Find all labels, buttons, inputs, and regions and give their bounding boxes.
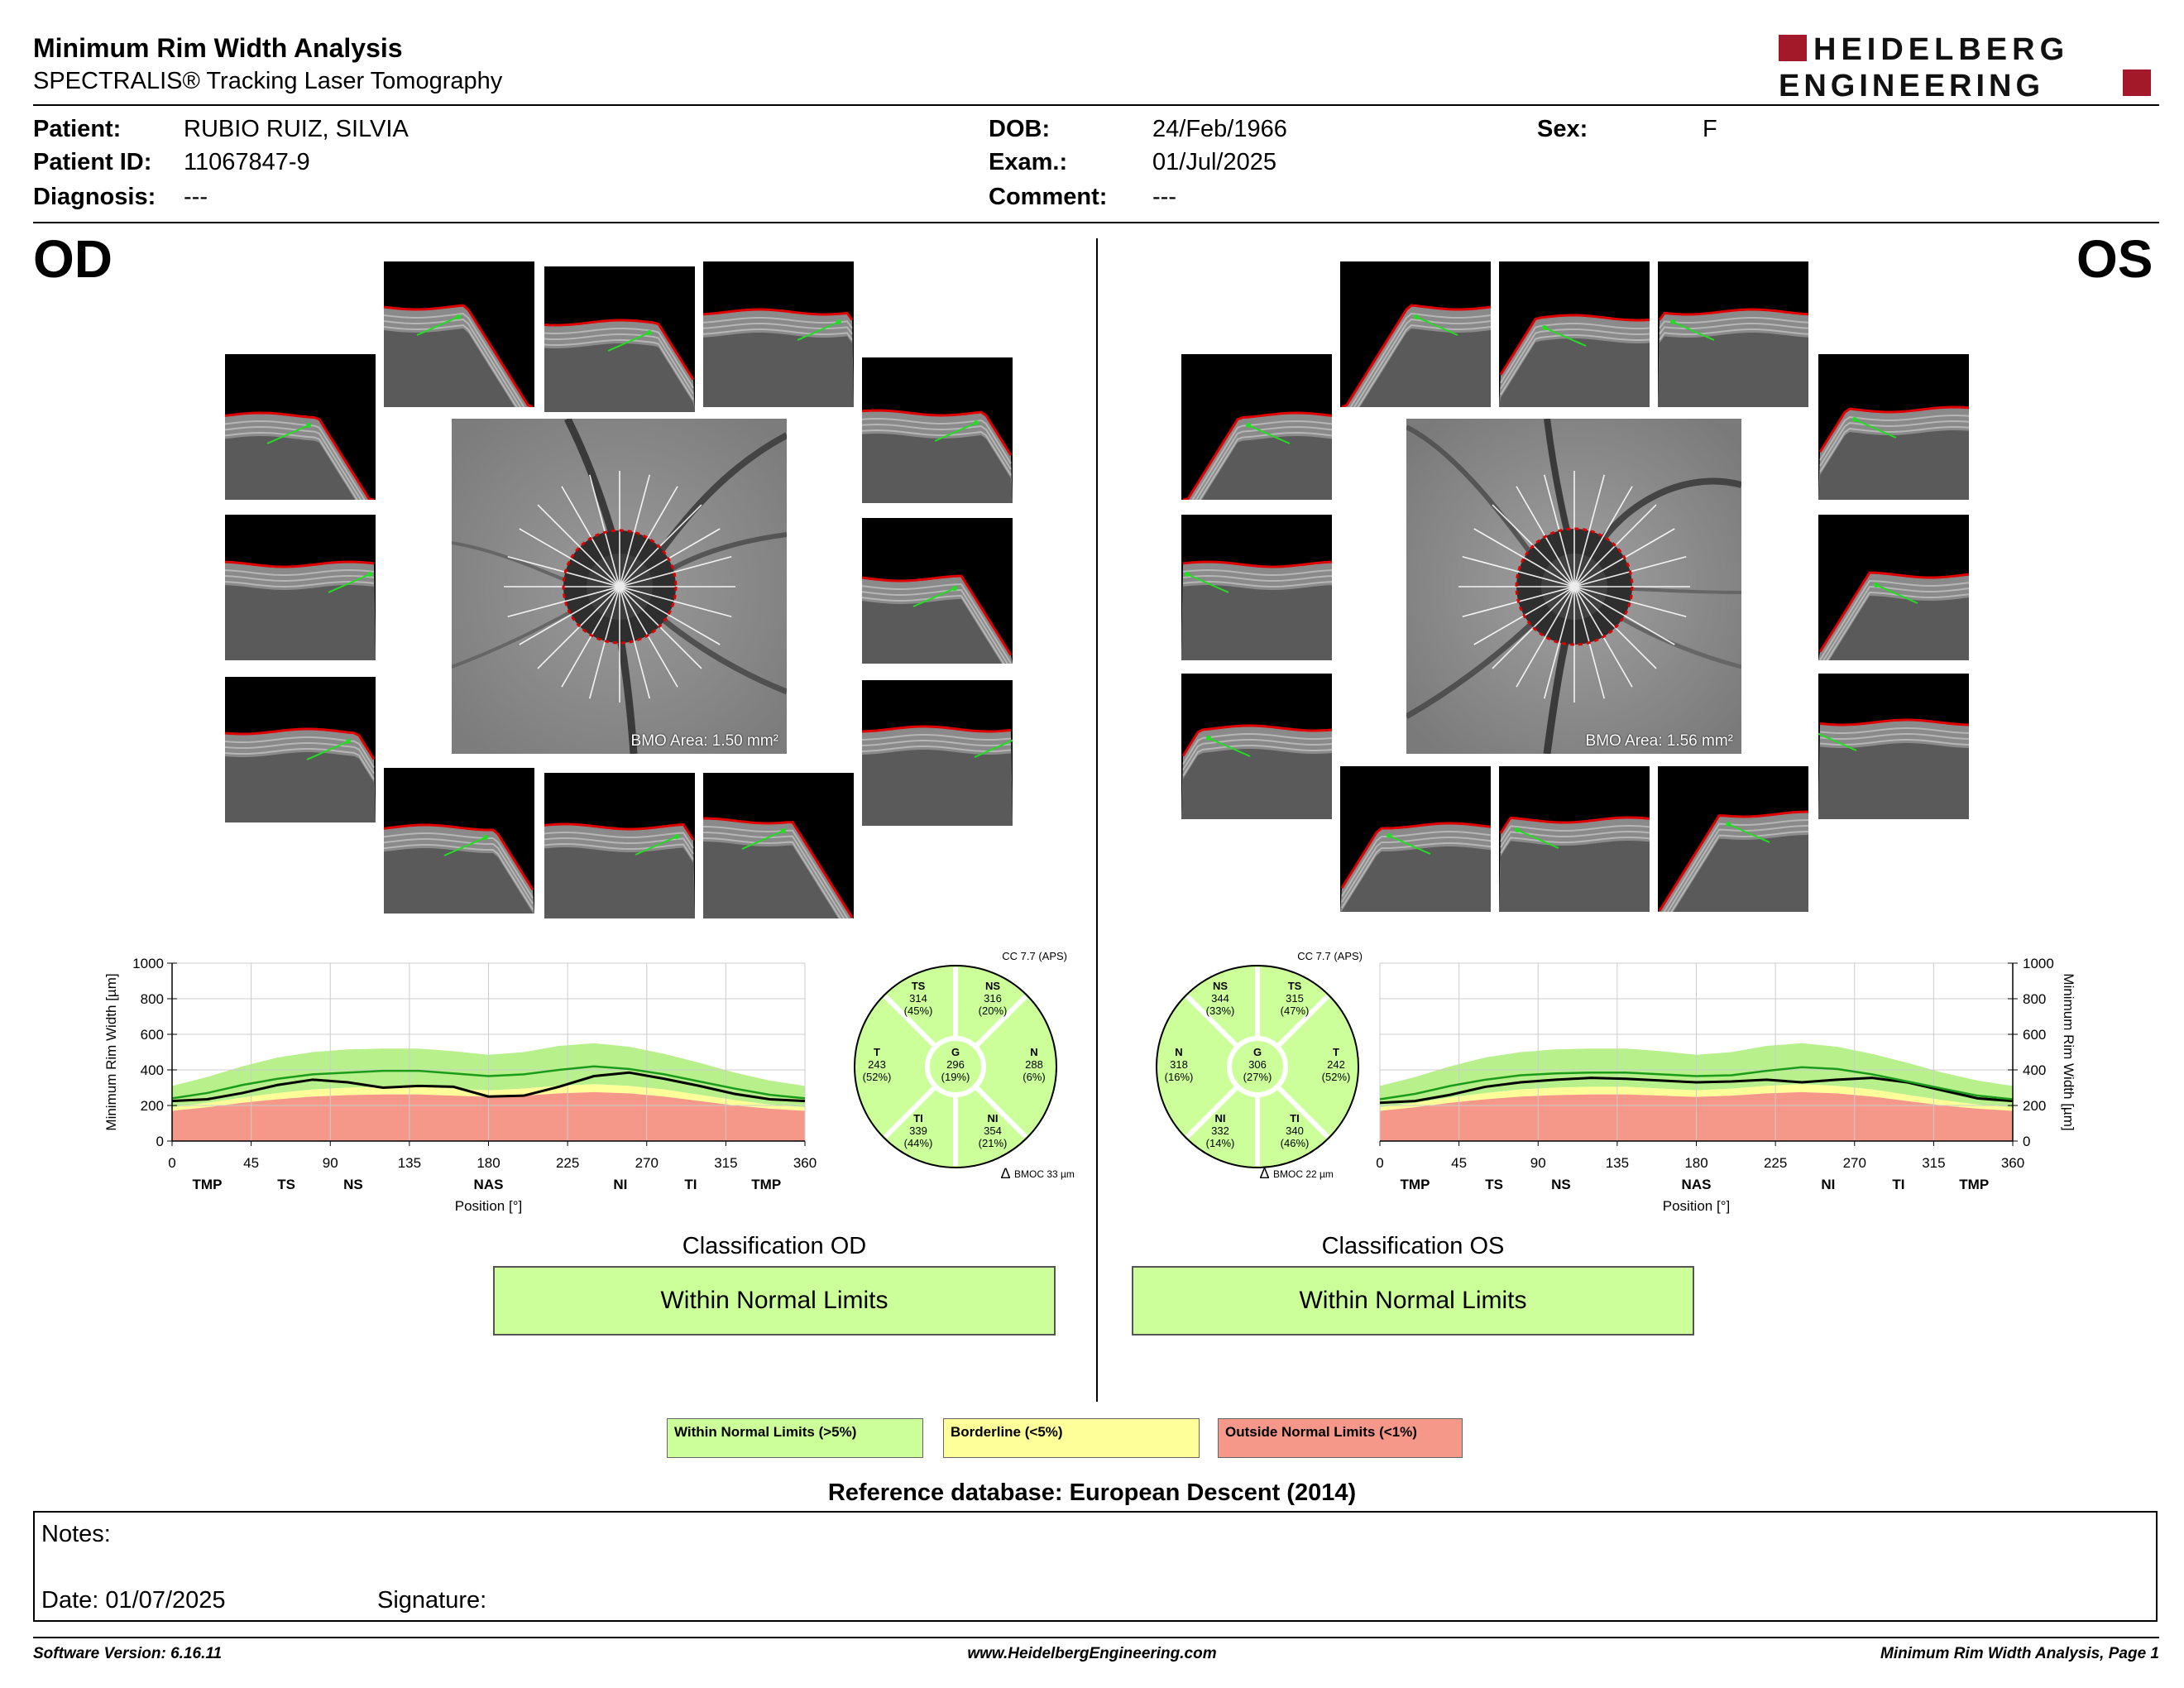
eye-divider xyxy=(1096,238,1098,1402)
sex-label: Sex: xyxy=(1537,116,1588,142)
oct-scan-thumbnail xyxy=(384,768,534,914)
classification-od-label: Classification OD xyxy=(682,1233,867,1259)
patient-value: RUBIO RUIZ, SILVIA xyxy=(184,116,409,142)
eye-label-od: OD xyxy=(33,229,113,289)
sector-position-label: NAS xyxy=(473,1177,504,1192)
sector-value: 332 xyxy=(1211,1125,1229,1137)
x-tick-label: 225 xyxy=(555,1155,580,1171)
oct-scan-thumbnail xyxy=(1181,354,1332,500)
notes-box xyxy=(33,1511,2158,1622)
sector-percentile: (27%) xyxy=(1243,1071,1272,1083)
x-tick-label: 360 xyxy=(2000,1155,2025,1171)
x-tick-label: 90 xyxy=(1530,1155,1546,1171)
y-tick-label: 0 xyxy=(156,1134,164,1149)
oct-scan-thumbnail xyxy=(225,677,376,822)
sector-percentile: (16%) xyxy=(1164,1071,1194,1083)
x-tick-label: 270 xyxy=(1842,1155,1866,1171)
classification-os-label: Classification OS xyxy=(1321,1233,1505,1259)
sector-value: 314 xyxy=(909,992,927,1005)
sector-value: 318 xyxy=(1170,1058,1188,1071)
sector-name: T xyxy=(1333,1046,1339,1058)
legend-wnl: Within Normal Limits (>5%) xyxy=(667,1418,923,1458)
bmoc-label: BMOC 22 µm xyxy=(1273,1168,1334,1180)
patient-label: Patient: xyxy=(33,116,122,142)
sector-value: 288 xyxy=(1025,1058,1043,1071)
x-tick-label: 135 xyxy=(397,1155,422,1171)
sector-position-label: NS xyxy=(343,1177,363,1192)
legend-onl: Outside Normal Limits (<1%) xyxy=(1218,1418,1463,1458)
comment-label: Comment: xyxy=(989,184,1108,210)
oct-scan-thumbnail xyxy=(544,773,695,918)
x-axis-title: Position [°] xyxy=(454,1198,523,1214)
sector-value: 344 xyxy=(1211,992,1229,1005)
x-tick-label: 90 xyxy=(322,1155,338,1171)
website: www.HeidelbergEngineering.com xyxy=(967,1645,1217,1662)
delta-icon: ∆ xyxy=(1260,1165,1270,1182)
y-tick-label: 800 xyxy=(2023,991,2047,1007)
oct-scan-thumbnail xyxy=(703,773,854,918)
y-tick-label: 200 xyxy=(2023,1098,2047,1114)
oct-scan-thumbnail xyxy=(1340,261,1491,407)
y-tick-label: 1000 xyxy=(132,956,164,971)
exam-value: 01/Jul/2025 xyxy=(1152,149,1276,175)
sector-value: 339 xyxy=(909,1125,927,1137)
sector-percentile: (52%) xyxy=(862,1071,892,1083)
signature-label: Signature: xyxy=(377,1587,487,1614)
sector-value: 340 xyxy=(1286,1125,1304,1137)
reference-database: Reference database: European Descent (2014) xyxy=(827,1479,1357,1506)
x-tick-label: 0 xyxy=(168,1155,176,1171)
sector-name: N xyxy=(1030,1046,1038,1058)
svg-text:ENGINEERING: ENGINEERING xyxy=(1779,69,2045,101)
sector-percentile: (20%) xyxy=(978,1005,1008,1017)
y-tick-label: 0 xyxy=(2023,1134,2031,1149)
oct-scan-thumbnail xyxy=(384,261,534,407)
sector-percentile: (19%) xyxy=(941,1071,970,1083)
oct-scan-thumbnail xyxy=(1340,766,1491,912)
sector-percentile: (45%) xyxy=(903,1005,933,1017)
x-tick-label: 315 xyxy=(714,1155,738,1171)
heidelberg-logo xyxy=(1779,31,2158,101)
report-subtitle: SPECTRALIS® Tracking Laser Tomography xyxy=(33,68,503,94)
sector-percentile: (14%) xyxy=(1205,1137,1235,1149)
sector-position-label: TMP xyxy=(751,1177,782,1192)
sector-name: NI xyxy=(987,1112,999,1125)
sector-position-label: TI xyxy=(684,1177,697,1192)
x-tick-label: 270 xyxy=(635,1155,659,1171)
sector-percentile: (46%) xyxy=(1280,1137,1310,1149)
classification-od-result: Within Normal Limits xyxy=(493,1266,1056,1336)
oct-scan-thumbnail xyxy=(862,680,1013,826)
sector-name: TI xyxy=(913,1112,923,1125)
sector-value: 315 xyxy=(1286,992,1304,1005)
oct-scan-thumbnail xyxy=(1658,766,1808,912)
delta-icon: ∆ xyxy=(1001,1165,1011,1182)
y-axis-title: Minimum Rim Width [µm] xyxy=(103,973,119,1131)
sector-position-label: TMP xyxy=(1400,1177,1430,1192)
exam-label: Exam.: xyxy=(989,149,1068,175)
patient-id-label: Patient ID: xyxy=(33,149,152,175)
oct-scan-thumbnail xyxy=(703,261,854,407)
sector-value: 296 xyxy=(946,1058,965,1071)
x-tick-label: 315 xyxy=(1922,1155,1946,1171)
fundus-image-od xyxy=(452,419,787,754)
sector-position-label: NAS xyxy=(1681,1177,1712,1192)
sector-position-label: TS xyxy=(1485,1177,1503,1192)
x-tick-label: 45 xyxy=(1451,1155,1468,1171)
software-version: Software Version: 6.16.11 xyxy=(33,1645,223,1662)
diagnosis-label: Diagnosis: xyxy=(33,184,156,210)
x-tick-label: 360 xyxy=(793,1155,817,1171)
sector-diagram-od xyxy=(836,948,1075,1184)
sector-value: 354 xyxy=(984,1125,1002,1137)
sector-percentile: (21%) xyxy=(978,1137,1008,1149)
sector-name: N xyxy=(1175,1046,1183,1058)
dob-value: 24/Feb/1966 xyxy=(1152,116,1287,142)
oct-scan-thumbnail xyxy=(1818,354,1969,500)
sector-position-label: NI xyxy=(613,1177,628,1192)
x-axis-title: Position [°] xyxy=(1662,1198,1731,1214)
x-tick-label: 180 xyxy=(1684,1155,1708,1171)
oct-scan-thumbnail xyxy=(862,518,1013,664)
sector-name: TI xyxy=(1290,1112,1300,1125)
sector-value: 316 xyxy=(984,992,1002,1005)
sector-diagram-os xyxy=(1138,948,1377,1184)
sector-name: T xyxy=(874,1046,880,1058)
patient-id-value: 11067847-9 xyxy=(184,149,310,175)
eye-label-os: OS xyxy=(2076,229,2153,289)
x-tick-label: 225 xyxy=(1763,1155,1788,1171)
oct-scan-thumbnail xyxy=(1181,674,1332,819)
x-tick-label: 45 xyxy=(243,1155,260,1171)
oct-scan-thumbnail xyxy=(225,515,376,660)
sector-percentile: (44%) xyxy=(903,1137,933,1149)
sector-name: NS xyxy=(984,980,1001,992)
oct-scan-thumbnail xyxy=(1658,261,1808,407)
notes-label: Notes: xyxy=(41,1521,111,1547)
sector-percentile: (6%) xyxy=(1023,1071,1046,1083)
oct-scan-thumbnail xyxy=(1818,515,1969,660)
y-tick-label: 400 xyxy=(2023,1062,2047,1078)
oct-scan-thumbnail xyxy=(1499,261,1650,407)
sector-value: 242 xyxy=(1327,1058,1345,1071)
oct-scan-thumbnail xyxy=(1499,766,1650,912)
oct-scan-thumbnail xyxy=(1181,515,1332,660)
header-rule xyxy=(33,104,2159,106)
sector-name: G xyxy=(951,1046,960,1058)
y-axis-title: Minimum Rim Width [µm] xyxy=(2061,973,2076,1131)
oct-scan-thumbnail xyxy=(225,354,376,500)
page-footer: Minimum Rim Width Analysis, Page 1 xyxy=(1880,1645,2159,1662)
sector-name: G xyxy=(1252,1046,1262,1058)
classification-os-result: Within Normal Limits xyxy=(1132,1266,1694,1336)
patient-rule xyxy=(33,222,2159,223)
y-tick-label: 200 xyxy=(140,1098,164,1114)
sector-value: 243 xyxy=(868,1058,886,1071)
sector-position-label: TS xyxy=(277,1177,295,1192)
sector-name: TS xyxy=(911,980,926,992)
x-tick-label: 135 xyxy=(1605,1155,1630,1171)
bmo-area-od: BMO Area: 1.50 mm² xyxy=(630,732,778,750)
cc-label: CC 7.7 (APS) xyxy=(1297,950,1363,962)
x-tick-label: 0 xyxy=(1376,1155,1384,1171)
sector-position-label: NI xyxy=(1821,1177,1836,1192)
sector-name: NI xyxy=(1214,1112,1226,1125)
report-title: Minimum Rim Width Analysis xyxy=(33,33,403,63)
sector-position-label: NS xyxy=(1551,1177,1571,1192)
sector-position-label: TMP xyxy=(192,1177,223,1192)
svg-text:HEIDELBERG: HEIDELBERG xyxy=(1813,32,2070,67)
oct-scan-thumbnail xyxy=(862,357,1013,503)
bmoc-label: BMOC 33 µm xyxy=(1014,1168,1075,1180)
x-tick-label: 180 xyxy=(477,1155,500,1171)
diagnosis-value: --- xyxy=(184,184,208,210)
dob-label: DOB: xyxy=(989,116,1051,142)
y-tick-label: 600 xyxy=(2023,1027,2047,1043)
footer-rule xyxy=(33,1637,2159,1638)
legend-borderline: Borderline (<5%) xyxy=(943,1418,1200,1458)
sector-name: NS xyxy=(1212,980,1228,992)
y-tick-label: 1000 xyxy=(2023,956,2054,971)
oct-scan-thumbnail xyxy=(544,266,695,412)
y-tick-label: 400 xyxy=(140,1062,164,1078)
sector-value: 306 xyxy=(1248,1058,1267,1071)
date-label: Date: 01/07/2025 xyxy=(41,1587,226,1614)
fundus-image-os xyxy=(1406,419,1741,754)
sector-position-label: TI xyxy=(1892,1177,1905,1192)
mrw-chart-od xyxy=(91,952,836,1233)
comment-value: --- xyxy=(1152,184,1176,210)
sex-value: F xyxy=(1703,116,1717,142)
sector-position-label: TMP xyxy=(1959,1177,1990,1192)
y-tick-label: 800 xyxy=(140,991,164,1007)
cc-label: CC 7.7 (APS) xyxy=(1002,950,1067,962)
bmo-area-os: BMO Area: 1.56 mm² xyxy=(1585,732,1733,750)
mrw-chart-os xyxy=(1357,952,2118,1233)
y-tick-label: 600 xyxy=(140,1027,164,1043)
sector-percentile: (47%) xyxy=(1280,1005,1310,1017)
oct-scan-thumbnail xyxy=(1818,674,1969,819)
sector-percentile: (33%) xyxy=(1205,1005,1235,1017)
sector-percentile: (52%) xyxy=(1321,1071,1351,1083)
sector-name: TS xyxy=(1287,980,1302,992)
